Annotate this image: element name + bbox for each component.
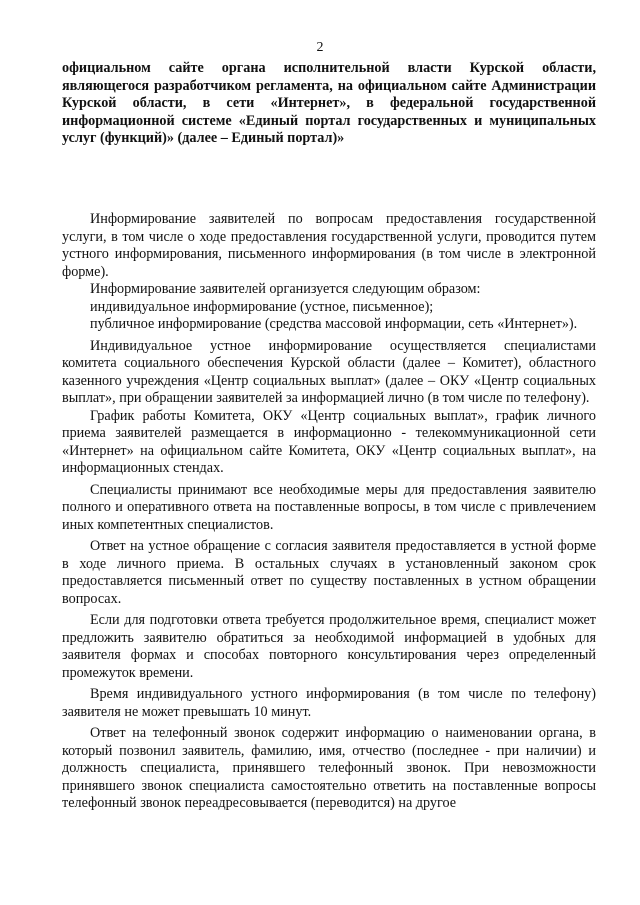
section-heading: официальном сайте органа исполнительной власти Курской области, являющегося разработчиком регламента, на официальном сайте Администрации Курской области, в сети «Интернет», в федеральной государственной информационной системе «Единый портал государственных и муниципальных услуг (функций)» (далее – Единый портал)»: [62, 60, 596, 147]
paragraph: Информирование заявителей по вопросам предоставления государственной услуги, в том числе о ходе предоставления государственной услуги, проводится путем устного информирования, письменного информирования (в том числе в электронной форме).: [62, 211, 596, 280]
paragraph: Ответ на телефонный звонок содержит информацию о наименовании органа, в который позвонил заявитель, фамилию, имя, отчество (последнее - при наличии) и должность специалиста, принявшего телефонный звонок. При невозможности принявшего звонок специалиста самостоятельно ответить на поставленные вопросы телефонный звонок переадресовывается (переводится) на другое: [62, 725, 596, 811]
paragraph: Информирование заявителей организуется следующим образом:: [90, 281, 481, 297]
paragraph: Время индивидуального устного информирования (в том числе по телефону) заявителя не может превышать 10 минут.: [62, 686, 596, 720]
paragraph: График работы Комитета, ОКУ «Центр социальных выплат», график личного приема заявителей размещается в информационно - телекоммуникационной сети «Интернет» на официальном сайте Комитета, ОКУ «Центр социальных выплат», на информационных стендах.: [62, 407, 596, 476]
paragraph: Специалисты принимают все необходимые меры для предоставления заявителю полного и оперативного ответа на поставленные вопросы, в том числе с привлечением иных компетентных специалистов.: [62, 481, 596, 533]
document-body: [62, 211, 596, 813]
paragraph: индивидуальное информирование (устное, письменное);: [90, 298, 434, 315]
paragraph: Индивидуальное устное информирование осуществляется специалистами комитета социального обеспечения Курской области (далее – Комитет), областного казенного учреждения «Центр социальных выплат» (далее – ОКУ «Центр социальных выплат», при обращении заявителей за информацией лично (в том числе по телефону).: [62, 337, 596, 406]
paragraph: Если для подготовки ответа требуется продолжительное время, специалист может предложить заявителю обратиться за необходимой информацией в удобных для заявителя формах и способах повторного консультирования через определенный промежуток времени.: [62, 612, 596, 681]
paragraph: Ответ на устное обращение с согласия заявителя предоставляется в устной форме в ходе личного приема. В остальных случаях в установленный законом срок предоставляется письменный ответ по существу поставленных в устном обращении вопросах.: [62, 538, 596, 607]
paragraph: публичное информирование (средства массовой информации, сеть «Интернет»).: [90, 316, 578, 332]
page-number: 2: [316, 40, 324, 55]
